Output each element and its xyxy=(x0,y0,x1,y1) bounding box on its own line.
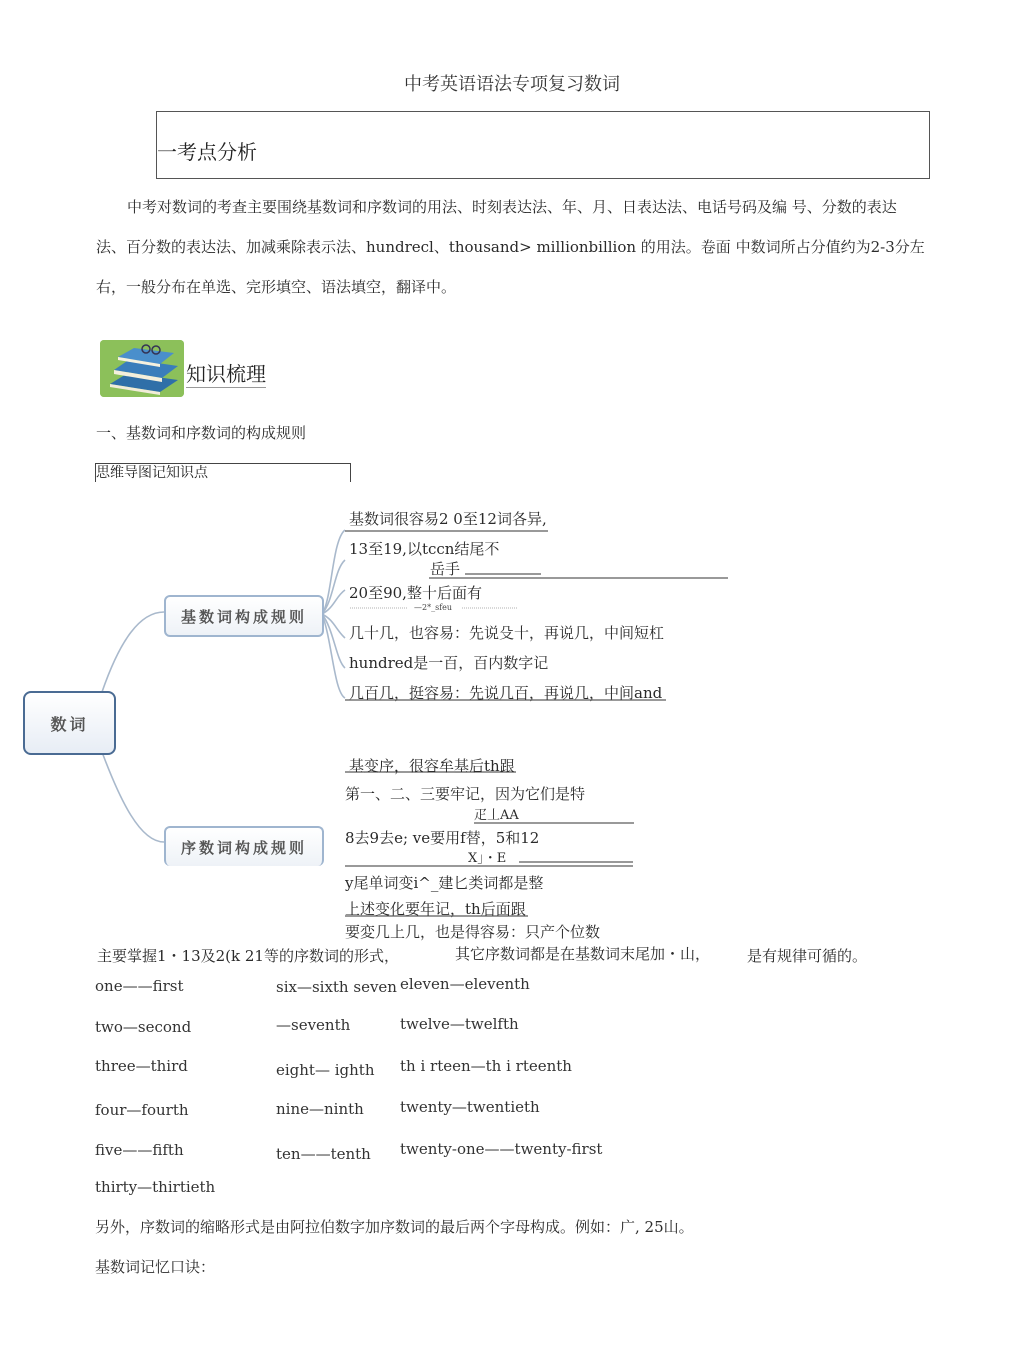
ordinal-pair: twenty-one——twenty-first xyxy=(400,1140,603,1158)
mnemonic-heading: 基数词记忆口诀： xyxy=(95,1258,216,1276)
mastery-part-1: 主要掌握1・13及2(k 21等的序数词的形式， xyxy=(97,947,399,965)
cardinal-rule-3b: —2*_sfeu xyxy=(414,603,453,612)
ordinal-pair: two—second xyxy=(95,1018,192,1036)
ordinal-rule-6: 要変几上几，也是得容易：只产个位数 xyxy=(345,923,601,941)
ordinal-rule-3: 8去9去e; ve要用f替，5和12 xyxy=(345,829,540,847)
ordinal-rule-1: 基变序，很容牟基后th跟 xyxy=(349,757,515,775)
ordinal-pair: four—fourth xyxy=(95,1101,189,1119)
cardinal-rule-3: 20至90,整十后面有 xyxy=(349,584,482,602)
mastery-part-3: 是有规律可循的。 xyxy=(747,947,868,965)
abbrev-note: 另外，序数词的缩略形式是由阿拉伯数字加序数词的最后两个字母构成。例如：广, 25山。 xyxy=(95,1218,694,1236)
ordinal-pair: five——fifth xyxy=(95,1141,184,1159)
ordinal-pair: one——first xyxy=(95,977,184,995)
ordinal-rule-2: 第一、二、三要牢记，因为它们是特 xyxy=(345,785,586,803)
subheading: 一、基数词和序数词的构成规则 xyxy=(96,424,307,442)
knowledge-heading: 知识梳理 xyxy=(186,358,266,388)
ordinal-rule-5: 上述变化要年记，th后面跟 xyxy=(345,900,526,918)
ordinal-pair: nine—ninth xyxy=(276,1100,364,1118)
page-title: 中考英语语法专项复习数词 xyxy=(404,74,620,95)
cardinal-rules-node: 基数词构成规则 xyxy=(164,595,324,637)
ordinal-pair: twenty—twentieth xyxy=(400,1098,540,1116)
intro-line-1: 中考对数词的考查主要围绕基数词和序数词的用法、时刻表达法、年、月、日表达法、电话号码及编 号、分数的表达 xyxy=(127,198,897,216)
cardinal-rule-2: 13至19,以tccn结尾不 xyxy=(349,540,500,558)
ordinal-rule-6-clip xyxy=(345,921,601,941)
ordinal-pair: eleven—eleventh xyxy=(400,975,530,993)
mindmap-label-text: 思维导图记知识点 xyxy=(96,465,208,481)
ordinal-pair: three—third xyxy=(95,1057,188,1075)
cardinal-rule-4: 几十几，也容易：先说殳十，再说几，中间短杠 xyxy=(349,624,665,642)
ordinal-pair: twelve—twelfth xyxy=(400,1015,519,1033)
ordinal-rules-node: 序数词构成规则 xyxy=(164,826,324,866)
ordinal-pair: —seventh xyxy=(276,1016,351,1034)
cardinal-rule-5: hundred是一百，百内数字记 xyxy=(349,654,549,672)
intro-line-3: 右，一般分布在单选、完形填空、语法填空，翻译中。 xyxy=(96,278,457,296)
ordinal-rule-4: y尾单词变i^_建匕类词都是整 xyxy=(345,874,544,892)
ordinal-pair: eight— ighth xyxy=(276,1061,375,1079)
mastery-part-2: 其它序数词都是在基数词末尾加・山， xyxy=(455,945,711,963)
ordinal-pair: ten——tenth xyxy=(276,1145,371,1163)
ordinal-pair: th i rteen—th i rteenth xyxy=(400,1057,572,1075)
ordinal-pair: six—sixth seven xyxy=(276,978,397,996)
cardinal-rule-1: 基数词很容易2 0至12词各异, xyxy=(349,510,547,528)
ordinal-pair: thirty—thirtieth xyxy=(95,1178,216,1196)
cardinal-rule-6: 几百几，挺容易：先说几百，再说几，中间and xyxy=(349,684,663,702)
intro-line-2: 法、百分数的表达法、加减乘除表示法、hundrecl、thousand> millionbillion 的用法。卷面 中数词所占分值约为2-3分左 xyxy=(96,238,925,256)
ordinal-rule-2b: 疋丄AA xyxy=(474,808,519,823)
ordinal-rule-3b: X」・E xyxy=(468,851,507,866)
mindmap-root-node: 数词 xyxy=(23,691,116,755)
cardinal-rule-2b: 岳手 xyxy=(430,560,461,578)
section-heading: 一考点分析 xyxy=(157,140,257,164)
